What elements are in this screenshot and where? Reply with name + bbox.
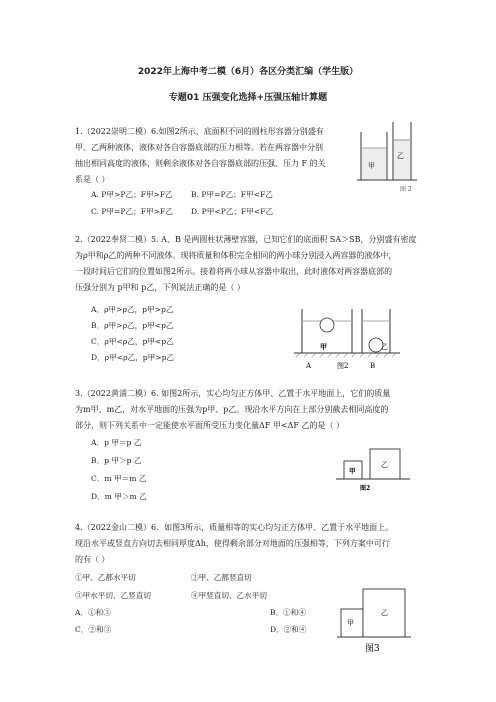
q3-label-jia: 甲 xyxy=(349,467,356,475)
q2-label-yi: 乙 xyxy=(381,343,388,351)
question-3-line: 为m甲、m乙，对水平地面的压强为p甲、p乙。现沿水平方向在上部分别截去相同高度的 xyxy=(75,405,389,414)
q1-option-d: D. P甲<P乙；F甲<F乙 xyxy=(191,207,274,216)
q4-option-a: A．①和③ xyxy=(75,608,111,617)
q2-option-b: B．ρ甲>ρ乙，p甲<p乙 xyxy=(91,321,174,330)
q3-label-yi: 乙 xyxy=(381,461,388,469)
q1-option-b: B. P甲=P乙；F甲<F乙 xyxy=(191,190,273,199)
question-2-line: 为ρ甲和ρ乙的两种不同液体。现将质量和体积完全相同的两小球分别浸入两容器的液体中， xyxy=(75,251,397,260)
section-subtitle: 专题01 压强变化选择+压强压轴计算题 xyxy=(168,93,328,103)
q2-option-c: C．ρ甲<ρ乙，p甲<p乙 xyxy=(91,337,174,346)
question-3 xyxy=(75,386,425,434)
q1-figure-caption: 图 2 xyxy=(400,186,412,193)
q1-figure xyxy=(355,118,425,194)
q4-method-3: ③甲水平切、乙竖直切 xyxy=(75,591,151,600)
q2-option-a: A．ρ甲>ρ乙，p甲>p乙 xyxy=(91,305,174,314)
q4-option-b: B．①和④ xyxy=(270,608,306,617)
q2-label-b: B xyxy=(370,362,376,370)
question-4-line: 现沿水平或竖直方向切去相同厚度Δh，使得剩余部分对地面的压强相等，下列方案中可行 xyxy=(75,539,390,548)
question-3-line: 3.（2022黄浦二模）6. 如图2所示，实心均匀正方体甲、乙置于水平地面上，它们的质量 xyxy=(75,389,391,398)
q4-option-d: D．②和④ xyxy=(270,625,307,634)
question-1 xyxy=(75,124,360,188)
document-title: 2022年上海中考二模（6月）各区分类汇编（学生版） xyxy=(137,67,359,77)
q4-method-1: ①甲、乙都水平切 xyxy=(75,573,136,582)
q3-option-b: B．p 甲＞p 乙 xyxy=(91,456,142,465)
q4-option-c: C．②和③ xyxy=(75,625,112,634)
question-1-line: 甲、乙两种液体，液体对各自容器底部的压力相等。若在两容器中分别 xyxy=(75,143,323,152)
question-4-line: 4.（2022金山二模）6．如图3所示，质量相等的实心均匀正方体甲、乙置于水平地面上。 xyxy=(75,523,394,532)
q4-method-4: ④甲竖直切、乙水平切 xyxy=(191,591,267,600)
q1-label-jia: 甲 xyxy=(368,162,375,170)
q2-option-d: D．ρ甲<ρ乙，p甲>p乙 xyxy=(91,353,175,362)
q4-label-yi: 乙 xyxy=(381,609,388,617)
q3-option-d: D．m 甲＞m 乙 xyxy=(91,492,147,501)
question-2-line: 2.（2022奉贤二模）5. A、B 是两圆柱状薄壁容器，已知它们的底面积 SA＞SB，分别盛有密度 xyxy=(75,235,417,244)
question-1-line: 抽出相同高度的液体，则剩余液体对各自容器底部的压强、压力 F 的关 xyxy=(75,159,326,168)
q2-label-a: A xyxy=(306,362,312,370)
q1-label-yi: 乙 xyxy=(397,152,404,160)
q4-figure-caption: 图3 xyxy=(365,644,380,654)
q2-figure xyxy=(290,305,420,375)
q2-label-jia: 甲 xyxy=(320,342,327,351)
question-1-line: 系是（ ） xyxy=(75,175,110,184)
question-3-line: 部分，则下列关系中一定能使水平面所受压力变化量ΔF 甲<ΔF 乙的是（ ） xyxy=(75,421,344,430)
q4-figure xyxy=(335,585,425,657)
q3-figure xyxy=(330,444,430,494)
q2-figure-caption: 图2 xyxy=(337,362,349,370)
q4-label-jia: 甲 xyxy=(347,619,354,627)
q1-option-a: A. P甲>P乙；F甲>F乙 xyxy=(91,190,173,199)
question-2 xyxy=(75,232,425,296)
q4-method-2: ②甲、乙都竖直切 xyxy=(191,573,252,582)
q3-option-c: C．m 甲＝m 乙 xyxy=(91,474,147,483)
question-1-line: 1.（2022崇明二模）6.如图2所示，底面积不同的圆柱形容器分别盛有 xyxy=(75,127,324,136)
question-4-line: 的有（ ） xyxy=(75,555,110,564)
question-2-line: 一段时间后它们的位置如图2所示。接着将两小球从容器中取出，此时液体对两容器底部的 xyxy=(75,267,393,276)
q3-figure-caption: 图2 xyxy=(360,485,371,492)
q3-option-a: A．p 甲＝p 乙 xyxy=(91,438,142,447)
q1-option-c: C. P甲=P乙；F甲>F乙 xyxy=(91,207,173,216)
question-2-line: 压强分别为 p甲和 p乙，下列说法正确的是（ ） xyxy=(75,283,245,292)
question-4 xyxy=(75,520,425,568)
